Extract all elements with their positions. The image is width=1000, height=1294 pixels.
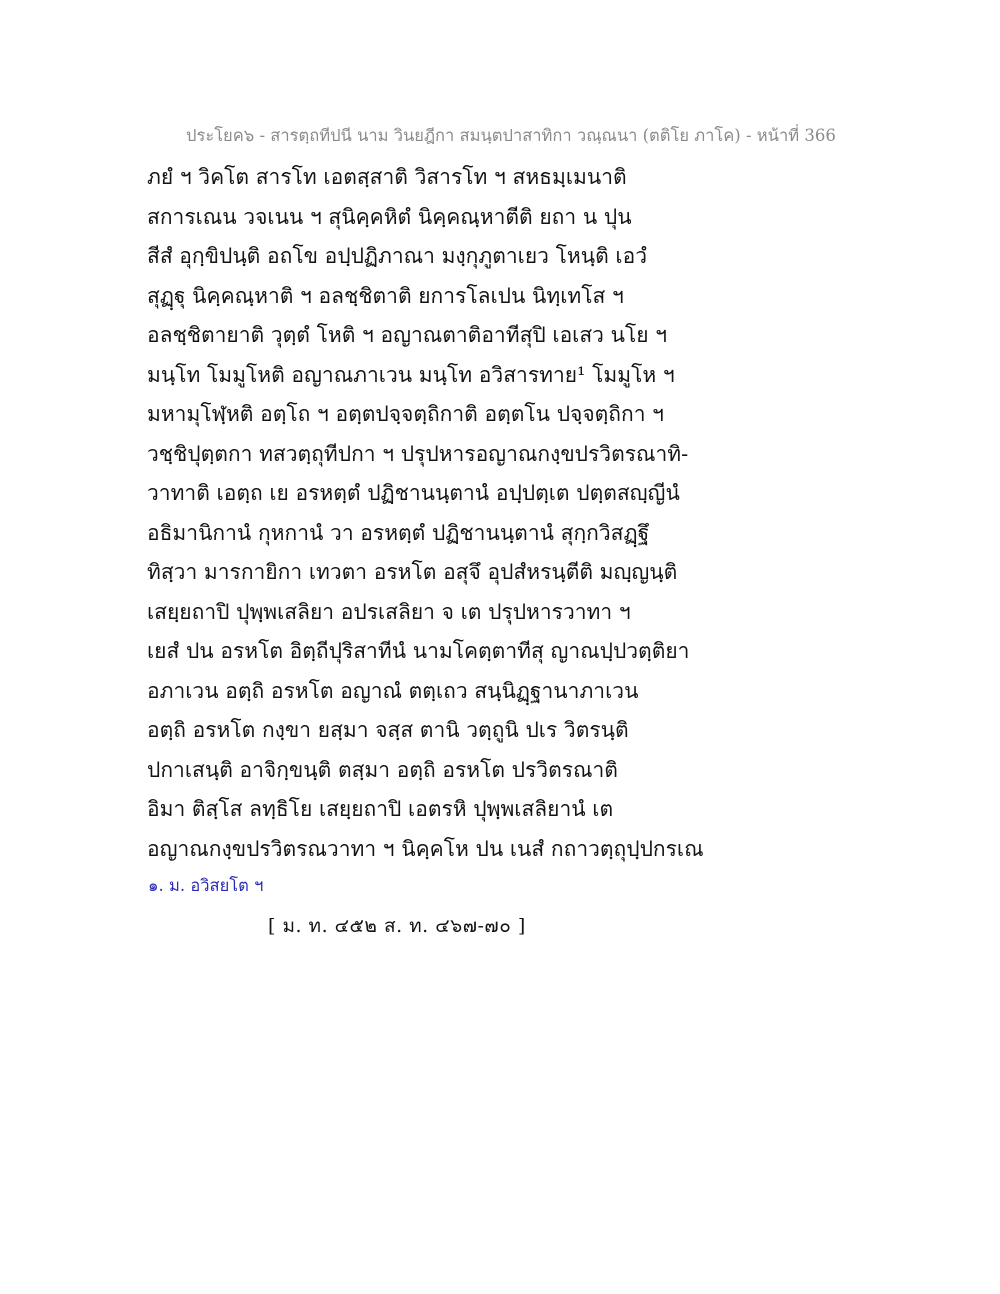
body-text bbox=[147, 158, 707, 869]
body-line-1: ภยํ ฯ วิคโต สารโท เอตสฺสาติ วิสารโท ฯ สหธมฺเมนาติ bbox=[147, 165, 627, 189]
body-line-5: อลชฺชิตายาติ วุตฺตํ โหติ ฯ อญาณตาติอาทีสุปิ เอเสว นโย ฯ bbox=[147, 323, 668, 347]
body-line-17: อิมา ติสฺโส ลทฺธิโย เสยฺยถาปิ เอตรหิ ปุพฺพเสลิยานํ เต bbox=[147, 797, 614, 821]
footnote: ๑. ม. อวิสยโต ฯ bbox=[148, 876, 264, 895]
page-header: ประโยค๖ - สารตฺถทีปนี นาม วินยฎีกา สมนฺตปาสาทิกา วณฺณนา (ตติโย ภาโค) - หน้าที่ 366 bbox=[186, 126, 836, 145]
body-line-18: อญาณกงฺขปรวิตรณวาทา ฯ นิคฺคโห ปน เนสํ กถาวตฺถุปฺปกรเณ bbox=[147, 836, 704, 861]
page-reference: [ ม. ท. ๔๕๒ ส. ท. ๔๖๗-๗๐ ] bbox=[268, 915, 526, 937]
body-line-4: สุฏฺฐุ นิคฺคณฺหาติ ฯ อลชฺชิตาติ ยการโลเปน นิทฺเทโส ฯ bbox=[147, 283, 624, 308]
body-line-10: อธิมานิกานํ กุหกานํ วา อรหตฺตํ ปฏิชานนฺตานํ สุกฺกวิสฏฺฐึ bbox=[147, 520, 650, 545]
body-line-11: ทิสฺวา มารกายิกา เทวตา อรหโต อสุจึ อุปสํหรนฺตีติ มญฺญนฺติ bbox=[147, 560, 678, 584]
body-line-3: สีสํ อุกฺขิปนฺติ อถโข อปฺปฏิภาณา มงฺกุภูตาเยว โหนฺติ เอวํ bbox=[147, 244, 647, 268]
body-line-8: วชฺชิปุตฺตกา ทสวตฺถุทีปกา ฯ ปรุปหารอญาณกงฺขปรวิตรณาทิ- bbox=[147, 441, 689, 466]
body-line-15: อตฺถิ อรหโต กงฺขา ยสฺมา จสฺส ตานิ วตฺถูนิ ปเร วิตรนฺติ bbox=[147, 718, 629, 742]
body-line-12: เสยฺยถาปิ ปุพฺพเสลิยา อปรเสลิยา จ เต ปรุปหารวาทา ฯ bbox=[147, 599, 631, 624]
body-line-16: ปกาเสนฺติ อาจิกฺขนฺติ ตสฺมา อตฺถิ อรหโต ปรวิตรณาติ bbox=[147, 757, 618, 782]
body-line-2: สการเณน วจเนน ฯ สุนิคฺคหิตํ นิคฺคณฺหาตีติ ยถา น ปุน bbox=[147, 204, 632, 229]
body-line-14: อภาเวน อตฺถิ อรหโต อญาณํ ตตฺเถว สนฺนิฏฺฐานาภาเวน bbox=[147, 678, 639, 703]
body-line-7: มหามุโฬฺหติ อตฺโถ ฯ อตฺตปจฺจตฺถิกาติ อตฺตโน ปจฺจตฺถิกา ฯ bbox=[147, 402, 664, 426]
body-line-6: มนฺโท โมมูโหติ อญาณภาเวน มนฺโท อวิสารทาย¹ โมมูโห ฯ bbox=[147, 362, 675, 387]
body-line-13: เยสํ ปน อรหโต อิตฺถีปุริสาทีนํ นามโคตฺตาทีสุ ญาณปฺปวตฺติยา bbox=[147, 639, 690, 663]
body-line-9: วาทาติ เอตฺถ เย อรหตฺตํ ปฏิชานนฺตานํ อปฺปตฺเต ปตฺตสญฺญีนํ bbox=[147, 481, 680, 505]
